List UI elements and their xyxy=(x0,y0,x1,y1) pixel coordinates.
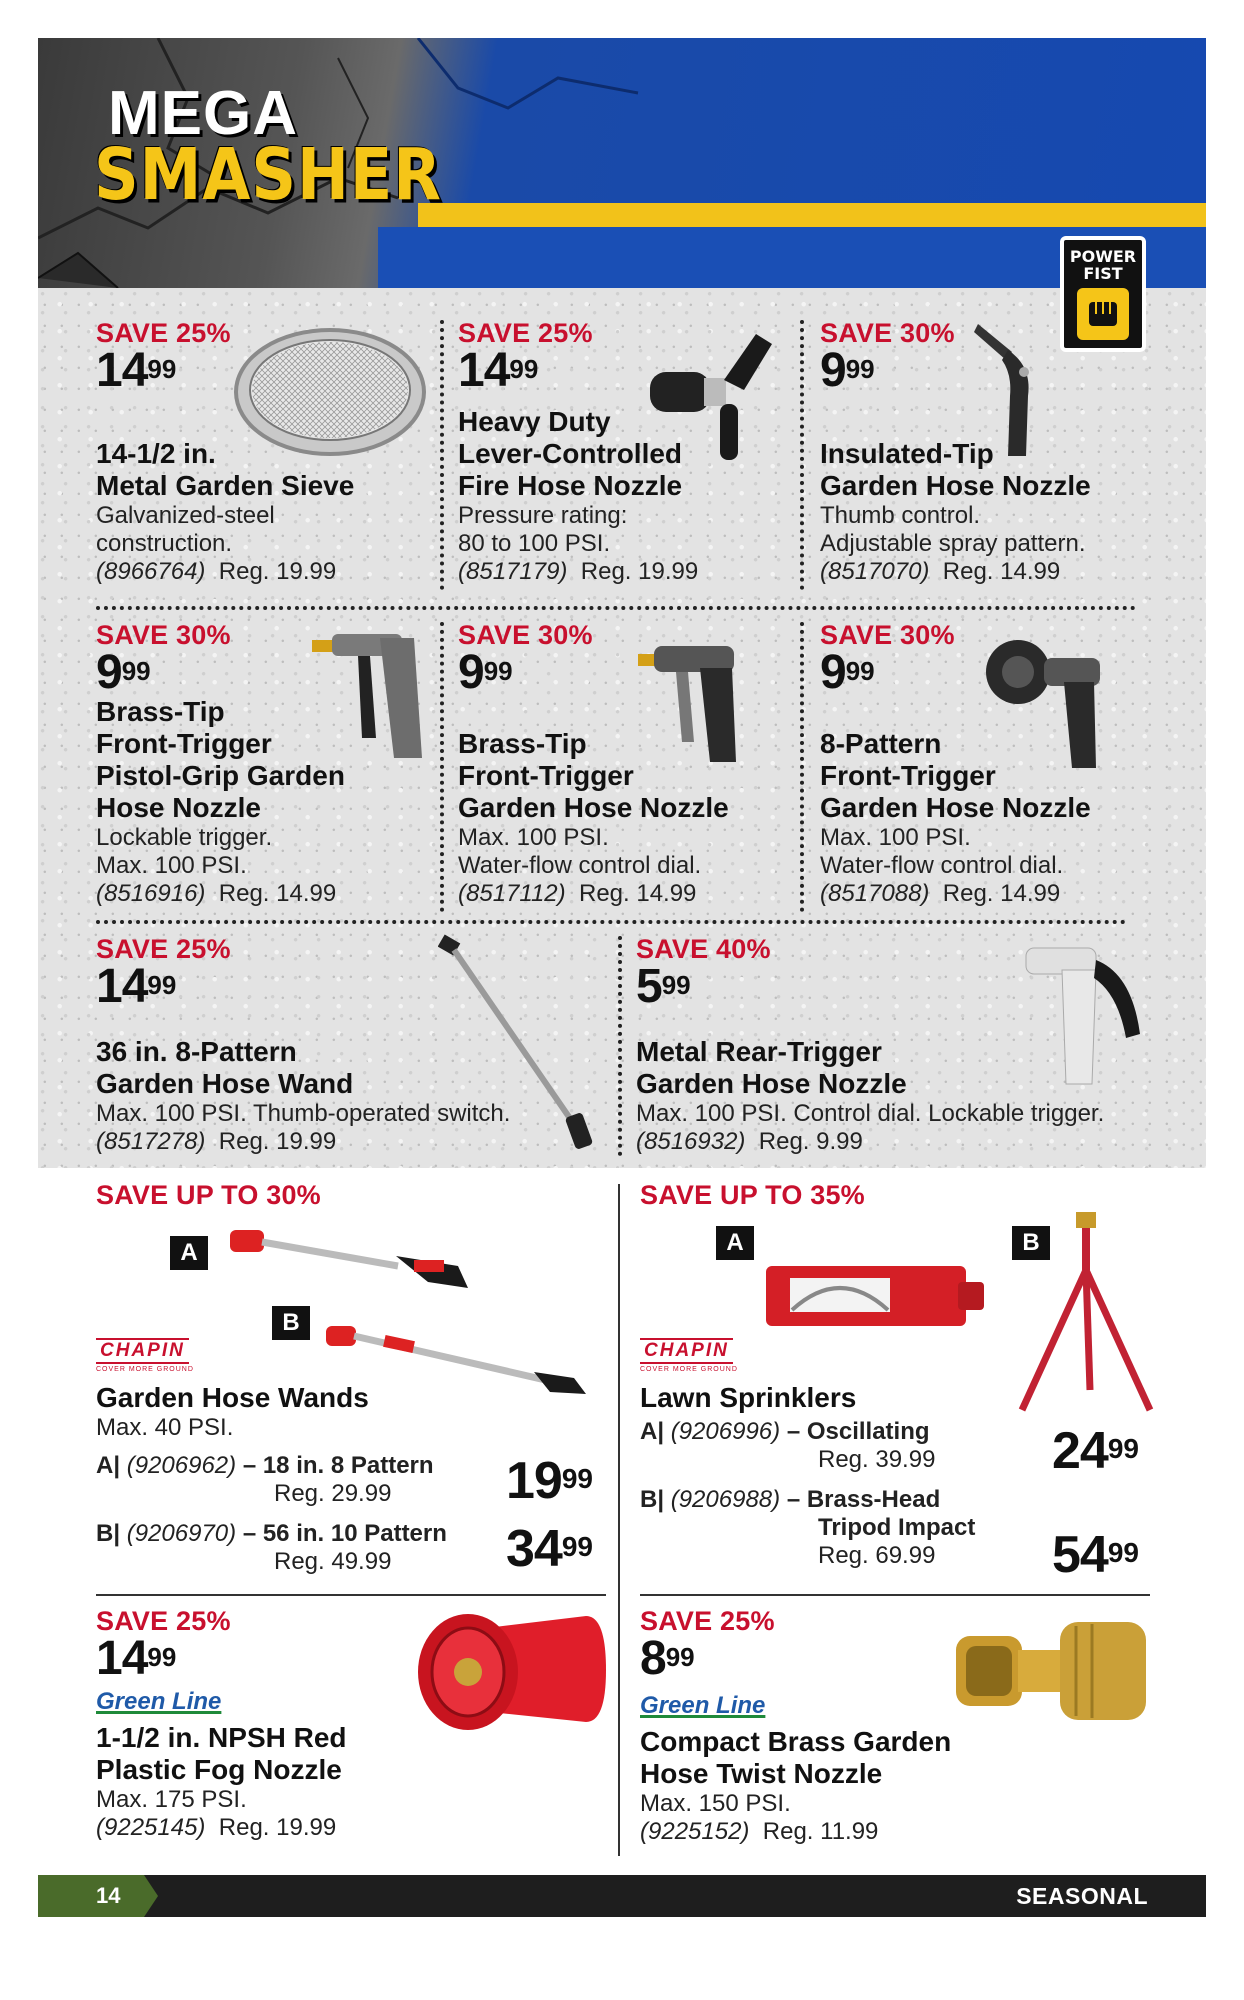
option-letter: B| xyxy=(96,1520,121,1547)
product-desc xyxy=(820,502,1091,586)
deal-lawn-sprinklers[interactable] xyxy=(640,1180,865,1210)
wand-b-price xyxy=(506,1520,593,1578)
divider-vertical xyxy=(618,936,622,1156)
sprinkler-a-price xyxy=(1052,1422,1139,1480)
section-name: SEASONAL xyxy=(1016,1883,1148,1909)
page-number: 14 xyxy=(38,1875,144,1917)
title-line: 14-1/2 in. xyxy=(96,438,216,469)
rear-trigger-nozzle-icon xyxy=(1022,934,1152,1094)
title-line: Pistol-Grip Garden xyxy=(96,760,345,791)
sprinkler-option-b[interactable] xyxy=(640,1486,1020,1570)
option-name: – Oscillating xyxy=(786,1418,930,1445)
front-trigger-nozzle-icon xyxy=(636,632,756,772)
price-dollars: 9 xyxy=(96,646,122,699)
price-dollars: 54 xyxy=(1052,1526,1108,1584)
regular-price: Reg. 19.99 xyxy=(218,558,337,585)
page-footer xyxy=(38,1875,1206,1917)
product-desc xyxy=(96,824,345,908)
sprinkler-option-a[interactable] xyxy=(640,1418,1020,1474)
price-cents: 99 xyxy=(509,354,539,384)
power-fist-badge xyxy=(1060,236,1146,352)
product-title xyxy=(96,1722,347,1786)
divider-vertical xyxy=(440,320,444,590)
title-line: Garden Hose Nozzle xyxy=(458,792,729,823)
product-title: Garden Hose Wands xyxy=(96,1382,369,1413)
regular-price: Reg. 49.99 xyxy=(274,1548,392,1575)
product-desc xyxy=(640,1790,951,1846)
brass-nozzle-icon xyxy=(952,1612,1152,1732)
product-title xyxy=(96,696,345,824)
product-title xyxy=(640,1726,951,1790)
save-badge: SAVE UP TO 35% xyxy=(640,1180,865,1210)
title-line: Metal Garden Sieve xyxy=(96,470,355,501)
deal-pistol-grip-nozzle[interactable] xyxy=(96,620,345,908)
price-cents: 99 xyxy=(561,1463,593,1494)
title-line: Front-Trigger xyxy=(96,728,272,759)
divider-horizontal xyxy=(640,1594,1150,1596)
sku: (9225152) xyxy=(640,1818,750,1845)
desc-line: Max. 100 PSI. Control dial. Lockable trigger. xyxy=(636,1100,1105,1127)
save-badge: SAVE 30% xyxy=(820,318,955,348)
hose-wand-a-icon xyxy=(228,1222,478,1292)
wand-a-price xyxy=(506,1452,593,1510)
tripod-sprinkler-icon xyxy=(1010,1210,1160,1420)
title-line: Garden Hose Nozzle xyxy=(820,792,1091,823)
divider-vertical xyxy=(440,622,444,912)
logo-smasher: SMASHER xyxy=(94,132,442,217)
price-cents: 99 xyxy=(147,354,177,384)
price-cents: 99 xyxy=(483,656,513,686)
price-cents: 99 xyxy=(661,970,691,1000)
regular-price: Reg. 14.99 xyxy=(218,880,337,907)
logo-mega: MEGA xyxy=(108,79,298,148)
save-badge: SAVE UP TO 30% xyxy=(96,1180,321,1210)
insulated-nozzle-icon xyxy=(972,316,1062,466)
price-cents: 99 xyxy=(147,1642,177,1672)
save-badge: SAVE 25% xyxy=(96,934,231,964)
price-dollars: 9 xyxy=(458,646,484,699)
option-letter: A| xyxy=(96,1452,121,1479)
desc-line: Max. 100 PSI. Thumb-operated switch. xyxy=(96,1100,511,1127)
title-line: 1-1/2 in. NPSH Red xyxy=(96,1722,347,1753)
title-line: 8-Pattern xyxy=(820,728,942,759)
title-line: Brass-Tip xyxy=(96,696,225,727)
product-desc xyxy=(458,502,698,586)
title-line: Heavy Duty xyxy=(458,406,611,437)
product-desc xyxy=(96,1786,347,1842)
fire-hose-nozzle-icon xyxy=(644,320,784,480)
product-title: Lawn Sprinklers xyxy=(640,1382,857,1413)
option-label-b: B xyxy=(1012,1226,1050,1260)
option-name: – 18 in. 8 Pattern xyxy=(242,1452,434,1479)
desc-line: Max. 100 PSI. xyxy=(820,824,971,851)
save-badge: SAVE 25% xyxy=(96,318,231,348)
title-line: Lever-Controlled xyxy=(458,438,683,469)
option-name: – 56 in. 10 Pattern xyxy=(242,1520,447,1547)
title-line: Garden Hose Wand xyxy=(96,1068,354,1099)
title-line: Insulated-Tip xyxy=(820,438,994,469)
desc-line: 80 to 100 PSI. xyxy=(458,530,611,557)
price-dollars: 24 xyxy=(1052,1422,1108,1480)
greenline-logo: Green Line xyxy=(96,1688,222,1715)
desc-line: Max. 100 PSI. xyxy=(96,852,247,879)
sku: (8517179) xyxy=(458,558,568,585)
regular-price: Reg. 14.99 xyxy=(578,880,697,907)
desc-line: Adjustable spray pattern. xyxy=(820,530,1086,557)
product-desc xyxy=(458,824,729,908)
deal-fog-nozzle[interactable] xyxy=(96,1606,347,1842)
sku: (8517088) xyxy=(820,880,930,907)
desc-line: construction. xyxy=(96,530,233,557)
sprinkler-b-price xyxy=(1052,1526,1139,1584)
desc-line: Max. 175 PSI. xyxy=(96,1786,247,1813)
title-line: Front-Trigger xyxy=(458,760,634,791)
wand-option-b[interactable] xyxy=(96,1520,516,1576)
fog-nozzle-icon xyxy=(410,1610,610,1740)
chapin-brand-logo xyxy=(96,1338,194,1373)
desc-line: Water-flow control dial. xyxy=(458,852,702,879)
product-desc xyxy=(820,824,1091,908)
regular-price: Reg. 29.99 xyxy=(274,1480,392,1507)
sku: (9225145) xyxy=(96,1814,206,1841)
garden-sieve-icon xyxy=(232,322,428,462)
chapin-brand-logo xyxy=(640,1338,738,1373)
greenline-logo: Green Line xyxy=(640,1692,766,1719)
title-line: 36 in. 8-Pattern xyxy=(96,1036,297,1067)
pistol-grip-nozzle-icon xyxy=(310,618,430,768)
regular-price: Reg. 11.99 xyxy=(762,1818,879,1845)
price-dollars: 34 xyxy=(506,1520,562,1578)
option-letter: A| xyxy=(640,1418,665,1445)
price-cents: 99 xyxy=(561,1531,593,1562)
sku: (9206970) xyxy=(126,1520,237,1547)
sku: (8517278) xyxy=(96,1128,206,1155)
title-line: Plastic Fog Nozzle xyxy=(96,1754,342,1785)
title-line: Fire Hose Nozzle xyxy=(458,470,683,501)
chapin-logo-tagline: COVER MORE GROUND xyxy=(640,1366,738,1373)
save-badge: SAVE 30% xyxy=(820,620,955,650)
save-badge: SAVE 25% xyxy=(640,1606,775,1636)
option-name: Tripod Impact xyxy=(818,1514,976,1541)
sku: (8516932) xyxy=(636,1128,746,1155)
sale-price xyxy=(96,1632,347,1685)
price-cents: 99 xyxy=(121,656,151,686)
option-label-a: A xyxy=(170,1236,208,1270)
product-desc: Max. 40 PSI. xyxy=(96,1414,234,1441)
product-desc xyxy=(636,1100,1104,1156)
regular-price: Reg. 19.99 xyxy=(218,1814,337,1841)
chapin-logo-tagline: COVER MORE GROUND xyxy=(96,1366,194,1373)
price-cents: 99 xyxy=(147,970,177,1000)
pattern-nozzle-icon xyxy=(984,628,1114,778)
price-dollars: 19 xyxy=(506,1452,562,1510)
title-line: Hose Twist Nozzle xyxy=(640,1758,883,1789)
title-line: Hose Nozzle xyxy=(96,792,261,823)
save-badge: SAVE 40% xyxy=(636,934,771,964)
option-letter: B| xyxy=(640,1486,665,1513)
regular-price: Reg. 69.99 xyxy=(818,1542,936,1569)
fist-icon xyxy=(1077,288,1129,340)
desc-line: Lockable trigger. xyxy=(96,824,273,851)
sale-price xyxy=(96,646,345,699)
save-badge: SAVE 30% xyxy=(458,620,593,650)
option-label-a: A xyxy=(716,1226,754,1260)
hose-wand-icon xyxy=(438,934,598,1154)
save-badge: SAVE 25% xyxy=(458,318,593,348)
price-dollars: 5 xyxy=(636,960,662,1013)
price-cents: 99 xyxy=(665,1642,695,1672)
sku: (9206988) xyxy=(670,1486,781,1513)
divider-vertical xyxy=(800,320,804,590)
price-dollars: 9 xyxy=(820,344,846,397)
option-label-b: B xyxy=(272,1306,310,1340)
divider-horizontal xyxy=(96,1594,606,1596)
sku: (8517112) xyxy=(458,880,566,907)
save-badge: SAVE 30% xyxy=(96,620,231,650)
desc-line: Max. 150 PSI. xyxy=(640,1790,791,1817)
sku: (8966764) xyxy=(96,558,206,585)
price-dollars: 8 xyxy=(640,1632,666,1685)
wand-option-a[interactable] xyxy=(96,1452,516,1508)
price-cents: 99 xyxy=(1107,1537,1139,1568)
page-arrow-icon xyxy=(144,1875,158,1917)
sku: (9206962) xyxy=(126,1452,237,1479)
title-line: Brass-Tip xyxy=(458,728,587,759)
price-cents: 99 xyxy=(845,656,875,686)
sku: (8517070) xyxy=(820,558,930,585)
price-dollars: 14 xyxy=(96,1632,148,1685)
desc-line: Pressure rating: xyxy=(458,502,628,529)
price-cents: 99 xyxy=(845,354,875,384)
regular-price: Reg. 9.99 xyxy=(758,1128,863,1155)
desc-line: Max. 100 PSI. xyxy=(458,824,609,851)
title-line: Garden Hose Nozzle xyxy=(636,1068,907,1099)
divider-vertical xyxy=(800,622,804,912)
title-line: Front-Trigger xyxy=(820,760,996,791)
title-line: Garden Hose Nozzle xyxy=(820,470,1091,501)
price-dollars: 14 xyxy=(458,344,510,397)
option-name: – Brass-Head xyxy=(786,1486,941,1513)
regular-price: Reg. 19.99 xyxy=(580,558,699,585)
divider-horizontal xyxy=(96,606,1136,610)
sku: (9206996) xyxy=(670,1418,781,1445)
price-dollars: 9 xyxy=(820,646,846,699)
sprinklers-info xyxy=(640,1382,856,1414)
price-dollars: 14 xyxy=(96,960,148,1013)
regular-price: Reg. 14.99 xyxy=(942,880,1061,907)
desc-line: Water-flow control dial. xyxy=(820,852,1064,879)
power-fist-text: POWER FIST xyxy=(1069,247,1137,283)
desc-line: Thumb control. xyxy=(820,502,981,529)
deal-garden-hose-wands[interactable] xyxy=(96,1180,321,1210)
price-dollars: 14 xyxy=(96,344,148,397)
deal-brass-nozzle[interactable] xyxy=(640,1606,951,1846)
wands-info xyxy=(96,1382,369,1442)
header-banner xyxy=(38,38,1206,288)
chapin-logo-text: CHAPIN xyxy=(96,1338,189,1364)
regular-price: Reg. 39.99 xyxy=(818,1446,936,1473)
price-cents: 99 xyxy=(1107,1433,1139,1464)
product-desc xyxy=(96,502,354,586)
sale-price xyxy=(640,1632,951,1685)
chapin-logo-text: CHAPIN xyxy=(640,1338,733,1364)
regular-price: Reg. 19.99 xyxy=(218,1128,337,1155)
desc-line: Galvanized-steel xyxy=(96,502,275,529)
title-line: Metal Rear-Trigger xyxy=(636,1036,882,1067)
oscillating-sprinkler-icon xyxy=(762,1256,992,1336)
regular-price: Reg. 14.99 xyxy=(942,558,1061,585)
title-line: Compact Brass Garden xyxy=(640,1726,952,1757)
divider-vertical xyxy=(618,1184,620,1856)
sku: (8516916) xyxy=(96,880,206,907)
divider-horizontal xyxy=(96,920,1126,924)
save-badge: SAVE 25% xyxy=(96,1606,231,1636)
